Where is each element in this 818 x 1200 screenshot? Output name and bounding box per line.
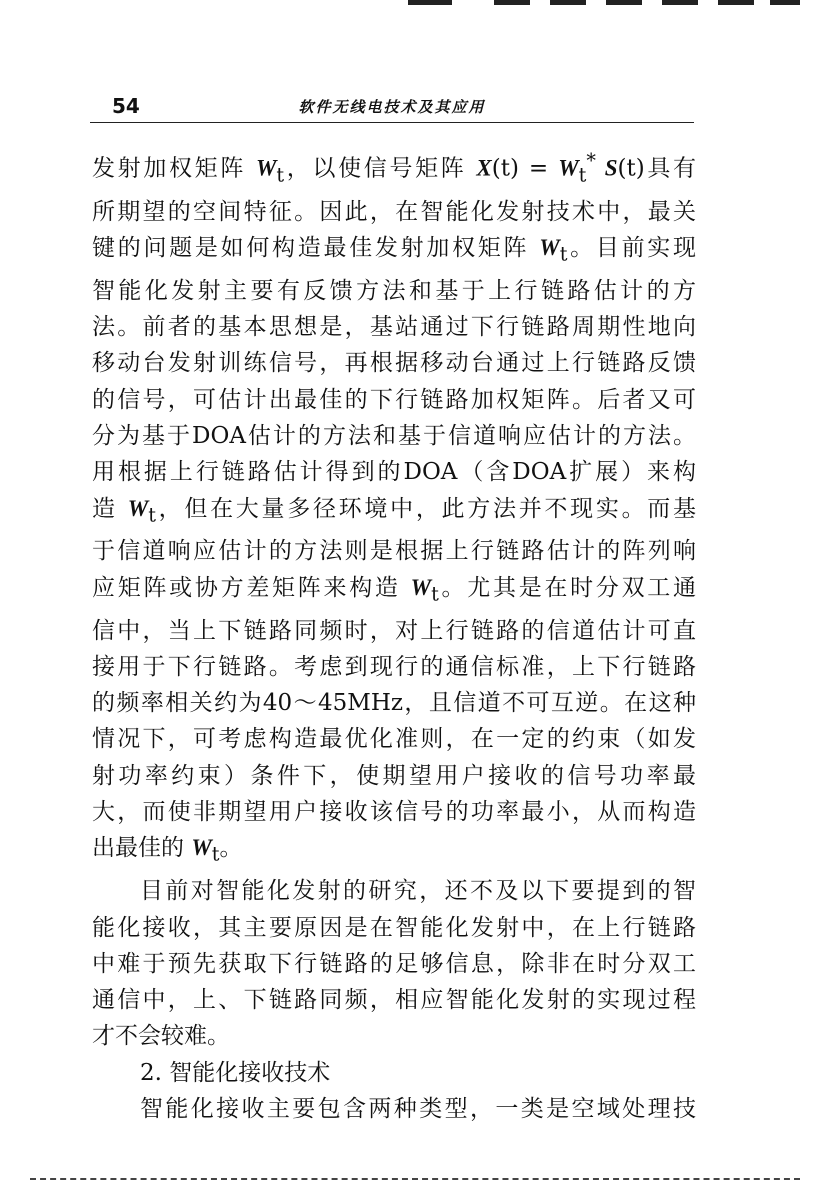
text-line: 的信号，可估计出最佳的下行链路加权矩阵。后者又可 xyxy=(92,386,696,413)
text-line: 造 $W_t$，但在大量多径环境中，此方法并不现实。而基 xyxy=(92,495,696,527)
page-number: 54 xyxy=(112,94,140,118)
text-line: 射功率约束）条件下，使期望用户接收的信号功率最 xyxy=(92,762,696,789)
scan-mark xyxy=(606,0,642,5)
scan-mark xyxy=(718,0,754,5)
text-line: 接用于下行链路。考虑到现行的通信标准，上下行链路 xyxy=(92,653,696,680)
scan-mark xyxy=(550,0,586,5)
body-text xyxy=(92,143,696,1127)
scan-mark xyxy=(494,0,530,5)
text-line: 发射加权矩阵 $W_t$，以使信号矩阵 $X(t) = W_t^*$ S(t)具有 xyxy=(92,149,697,187)
page-header xyxy=(90,92,694,123)
text-line: 中难于预先获取下行链路的足够信息，除非在时分双工 xyxy=(92,950,696,977)
text-line: 才不会较难。 xyxy=(92,1023,230,1050)
text-line: 法。前者的基本思想是，基站通过下行链路周期性地向 xyxy=(92,314,696,341)
text-line: 键的问题是如何构造最佳发射加权矩阵 $W_t$。目前实现 xyxy=(92,234,696,266)
text-line: 出最佳的 $W_t$。 xyxy=(92,835,243,866)
text-line: 用根据上行链路估计得到的DOA（含DOA扩展）来构 xyxy=(92,459,696,486)
text-line: 的频率相关约为40～45MHz，且信道不可互逆。在这种 xyxy=(92,690,696,717)
text-line: 目前对智能化发射的研究，还不及以下要提到的智 xyxy=(140,878,696,905)
section-heading: 2. 智能化接收技术 xyxy=(140,1059,331,1086)
scan-mark xyxy=(662,0,698,5)
scan-mark xyxy=(770,0,800,5)
text-line: 移动台发射训练信号，再根据移动台通过上行链路反馈 xyxy=(92,350,696,377)
text-line: 大，而使非期望用户接收该信号的功率最小，从而构造 xyxy=(92,799,696,826)
text-line: 通信中，上、下链路同频，相应智能化发射的实现过程 xyxy=(92,987,696,1014)
text-line: 信中，当上下链路同频时，对上行链路的信道估计可直 xyxy=(92,617,696,644)
text-line: 分为基于DOA估计的方法和基于信道响应估计的方法。 xyxy=(92,422,696,449)
text-line: 情况下，可考虑构造最优化准则，在一定的约束（如发 xyxy=(92,726,696,753)
text-line: 所期望的空间特征。因此，在智能化发射技术中，最关 xyxy=(92,198,696,225)
text-line: 智能化发射主要有反馈方法和基于上行链路估计的方 xyxy=(92,277,696,304)
bottom-rule xyxy=(30,1178,800,1180)
text-line: 于信道响应估计的方法则是根据上行链路估计的阵列响 xyxy=(92,538,696,565)
running-title: 软件无线电技术及其应用 xyxy=(298,98,486,116)
text-line: 智能化接收主要包含两种类型，一类是空域处理技 xyxy=(140,1096,696,1123)
text-line: 能化接收，其主要原因是在智能化发射中，在上行链路 xyxy=(92,914,696,941)
text-line: 应矩阵或协方差矩阵来构造 $W_t$。尤其是在时分双工通 xyxy=(92,574,696,606)
scan-mark xyxy=(408,0,452,5)
